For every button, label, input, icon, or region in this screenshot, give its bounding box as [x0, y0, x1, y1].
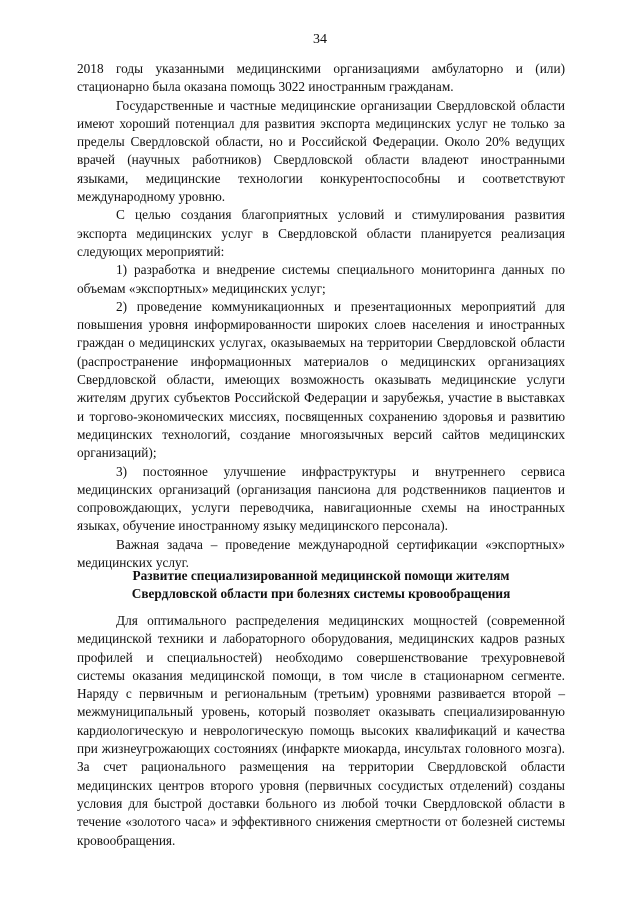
- heading-line: Свердловской области при болезнях системы кровообращения: [131, 586, 511, 601]
- paragraph: Для оптимального распределения медицинских мощностей (современной медицинской техники и лабораторного оборудования, медицинских кадров разных профилей и специальностей) необходимо совершенствование трехуровневой системы оказания медицинской помощи, в том числе в стационарном сегменте. Наряду с первичным и региональным (третьим) уровнями развивается второй – межмуниципальный уровень, который позволяет оказывать специализированную кардиологическую и неврологическую помощь высоких квалификаций и качества при жизнеугрожающих состояниях (инфаркте миокарда, инсультах головного мозга). За счет рационального размещения на территории Свердловской области медицинских центров второго уровня (первичных сосудистых отделений) созданы условия для быстрой доставки больного из любой точки Свердловской области в течение «золотого часа» и эффективного снижения смертности от болезней системы кровообращения.: [77, 613, 565, 848]
- list-item: 3) постоянное улучшение инфраструктуры и внутреннего сервиса медицинских организаций (организация пансиона для родственников пациентов и сопровождающих, услуги переводчика, навигационные схемы на иностранных языках, обучение иностранному языку медицинского персонала).: [77, 463, 565, 534]
- paragraph: Государственные и частные медицинские организации Свердловской области имеют хороший потенциал для развития экспорта медицинских услуг не только за пределы Свердловской области, но и Российской Федерации. Около 20% ведущих врачей (научных работников) Свердловской области владеют иностранными языками, медицинские технологии конкурентоспособны и соответствуют международному уровню.: [77, 97, 565, 205]
- body-text-bottom: [77, 612, 565, 850]
- section-heading: [77, 567, 565, 603]
- page-number: 34: [313, 32, 327, 47]
- heading-line: Развитие специализированной медицинской помощи жителям: [132, 568, 510, 583]
- paragraph: 2018 годы указанными медицинскими организациями амбулаторно и (или) стационарно была оказана помощь 3022 иностранным гражданам.: [77, 61, 565, 95]
- body-text-top: [77, 60, 565, 572]
- list-item: 1) разработка и внедрение системы специального мониторинга данных по объемам «экспортных» медицинских услуг;: [77, 262, 565, 296]
- paragraph: С целью создания благоприятных условий и стимулирования развития экспорта медицинских услуг в Свердловской области планируется реализация следующих мероприятий:: [77, 207, 565, 259]
- paragraph: Важная задача – проведение международной сертификации «экспортных» медицинских услуг.: [77, 536, 565, 571]
- list-item: 2) проведение коммуникационных и презентационных мероприятий для повышения уровня информированности широких слоев населения и иностранных граждан о медицинских услугах, оказываемых на территории Свердловской области (распространение информационных материалов о медицинских организациях Свердловской области, имеющих возможность оказывать медицинские услуги жителям других субъектов Российской Федерации и зарубежья, участие в выставках и торгово-экономических миссиях, посвященных сохранению здоровья и развитию медицинских технологий, создание многоязычных версий сайтов медицинских организаций);: [77, 298, 565, 461]
